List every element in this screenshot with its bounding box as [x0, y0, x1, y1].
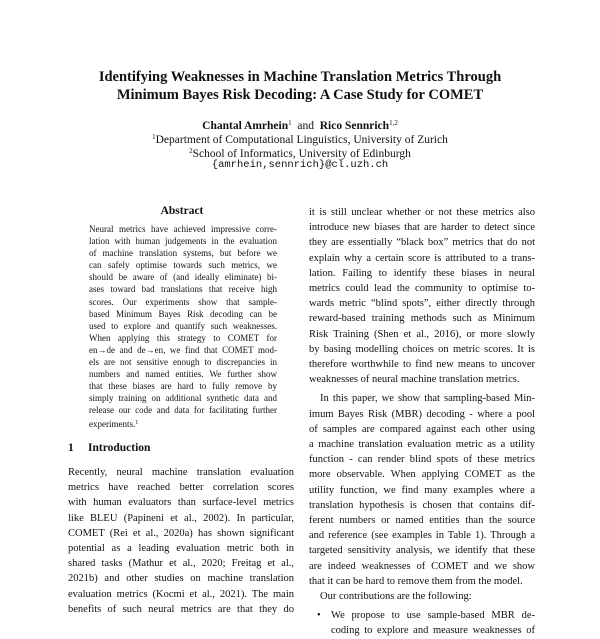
text-line: 2021b) and other studies on machine translation	[68, 573, 294, 585]
right-column-text	[309, 205, 535, 639]
text-line: are indeed weaknesses of COMET and we show	[309, 560, 535, 572]
author-name: Chantal Amrhein	[202, 120, 289, 132]
text-line: In this paper, we show that sampling-based Min-	[320, 393, 535, 405]
author-email[interactable]: {amrhein,sennrich}@cl.uzh.ch	[211, 159, 389, 171]
affiliation-mark: 1	[152, 133, 156, 141]
text-line: it is still unclear whether or not these metrics also	[309, 207, 535, 218]
text-line: coding to explore and measure weaknesses of	[331, 625, 535, 637]
text-line: Recently, neural machine translation evaluation	[68, 467, 294, 478]
text-line: and reference (see examples in Table 1). Through a	[309, 530, 535, 542]
text-line: metrics could lead the community to optimise to-	[309, 283, 535, 295]
text-line: Risk Training (Shen et al., 2016), or more slowly	[309, 328, 535, 340]
author-name: Rico Sennrich	[319, 120, 390, 132]
section-number: 1	[68, 442, 74, 454]
text-line: therefore worthwhile to find new means to uncover	[309, 359, 535, 371]
title-line-2: Minimum Bayes Risk Decoding: A Case Study for COMET	[116, 87, 484, 103]
text-line: explain why a certain score is attributed to a trans-	[309, 252, 535, 264]
text-line: en→de and de→en, we find that COMET mod-	[89, 344, 277, 355]
text-line: lation with human judgements in the evaluation	[89, 236, 277, 247]
text-line: benefits of such neural metrics are that they do	[68, 603, 294, 615]
text-line: with human evaluators than surface-level metrics	[68, 497, 294, 509]
text-line: imum Bayes Risk (MBR) decoding - where a pool	[309, 408, 535, 420]
text-line: based Minimum Bayes Risk decoding can be	[89, 308, 277, 319]
text-line: ferent numbers or named entities than the source	[309, 515, 535, 527]
text-line: release our code and data for facilitating further	[89, 405, 277, 416]
abstract-heading: Abstract	[160, 205, 204, 217]
text-line: function - can render blind spots of these metrics	[309, 454, 535, 466]
text-line: like BLEU (Papineni et al., 2002). In particular,	[68, 512, 294, 524]
text-line: metrics have reached better correlation scores	[68, 482, 294, 494]
text-line: COMET (Rei et al., 2020a) has shown significant	[68, 527, 294, 539]
text-line: should be aware of (and ideally eliminate) bi-	[89, 272, 277, 283]
text-line: that it can be hard to remove them from the model.	[309, 575, 523, 587]
abstract-body	[89, 223, 277, 430]
text-line: Our contributions are the following:	[320, 591, 472, 603]
text-line: lation. Failing to identify these biases in neural	[309, 267, 535, 279]
text-line: Neural metrics have achieved impressive corre-	[89, 224, 277, 234]
text-line: weaknesses of neural machine translation metrics.	[309, 374, 520, 386]
text-line: scores. Our experiments show that sample-	[89, 296, 277, 307]
paper-title	[60, 68, 540, 104]
text-line: they are essentially “black box” metrics that do not	[309, 237, 535, 249]
text-line: simply training on additional synthetic data and	[89, 393, 277, 404]
text-line: translation hypothesis is chosen that contains dif-	[309, 499, 535, 511]
affiliation-text: Department of Computational Linguistics, University of Zurich	[155, 134, 448, 146]
section-title: Introduction	[88, 442, 151, 454]
text-line: shared tasks (Mathur et al., 2020; Freitag et al.,	[68, 558, 294, 570]
text-line: evaluation metrics (Kocmi et al., 2021). The main	[68, 588, 294, 600]
footnote-mark: 1	[135, 419, 139, 426]
text-line: potential as a leading evaluation metric both in	[68, 543, 294, 555]
text-line: that these biases are hard to fully remove by	[89, 381, 277, 392]
text-line: of samples are compared against each other using	[309, 423, 535, 435]
text-line: targeted sensitivity analysis, we identify that these	[309, 545, 535, 557]
author-separator: and	[297, 120, 314, 132]
text-line: experiments.$^1$	[89, 418, 139, 429]
text-line: more observable. When applying COMET as the	[309, 469, 535, 481]
text-line: When applying this strategy to COMET for	[89, 332, 277, 343]
author-affiliation-mark: 1	[288, 119, 292, 127]
text-line: reward-based training methods such as Minimum	[309, 313, 535, 325]
affiliation-text: School of Informatics, University of Edinburgh	[192, 148, 411, 160]
text-line: introduce new biases that are harder to detect since	[309, 222, 535, 234]
affiliation-mark: 2	[189, 147, 193, 155]
left-column-text	[68, 465, 294, 617]
text-line: by basing modelling choices on metric scores. It is	[309, 343, 535, 355]
text-line: used to explore and quantify such weaknesses.	[89, 320, 277, 331]
bullet-mark: •	[317, 610, 321, 622]
author-affiliation-mark: 1,2	[389, 119, 398, 127]
title-line-1: Identifying Weaknesses in Machine Translation Metrics Through	[98, 69, 502, 85]
text-line: wards metric “blind spots”, either directly through	[309, 298, 535, 310]
text-line: els are not sensitive enough to discrepancies in	[89, 357, 277, 368]
section-heading	[68, 442, 150, 454]
text-line: a machine translation evaluation metric as a utility	[309, 439, 535, 451]
text-line: utility function, we find many examples where a	[309, 484, 535, 496]
text-line: of machine translation systems, but before we	[89, 248, 277, 259]
text-line: ases toward bad translations that receive high	[89, 284, 277, 295]
text-line: can safely optimise towards such metrics, we	[89, 260, 277, 271]
text-line: We propose to use sample-based MBR de- •	[309, 608, 535, 623]
text-line: numbers and named entities. We further show	[89, 369, 277, 380]
